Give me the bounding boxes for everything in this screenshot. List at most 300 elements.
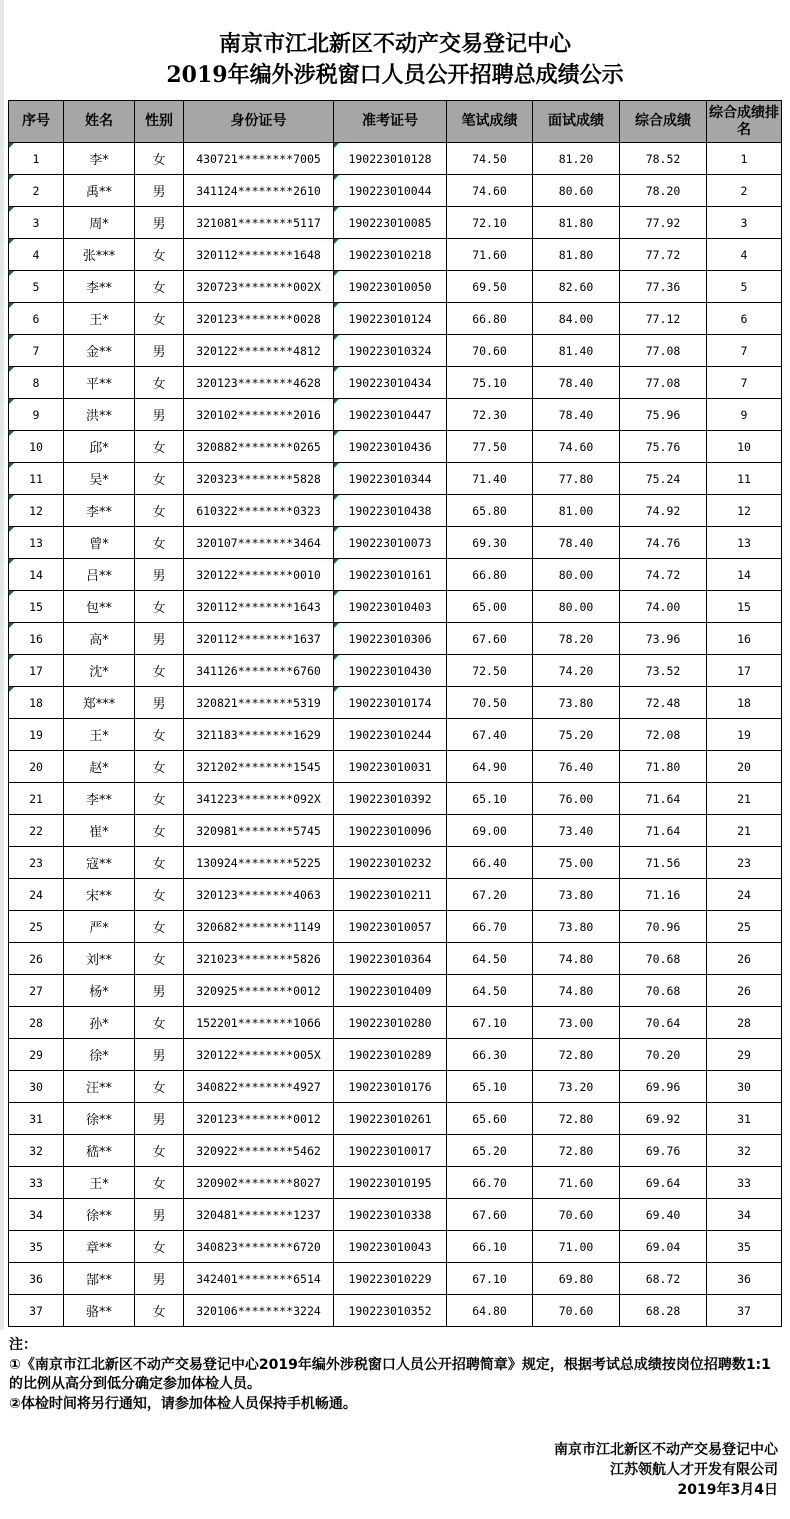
cell-name-text: 吕** bbox=[85, 569, 112, 584]
cell-no bbox=[9, 911, 64, 943]
cell-interview-text: 74.20 bbox=[558, 663, 594, 678]
cell-no-text: 13 bbox=[29, 535, 43, 550]
cell-rank bbox=[707, 239, 782, 271]
cell-rank-text: 21 bbox=[737, 823, 751, 838]
cell-name bbox=[64, 1071, 135, 1103]
cell-rank-text: 6 bbox=[740, 311, 748, 326]
cell-written-text: 64.50 bbox=[472, 983, 507, 998]
cell-interview bbox=[533, 367, 620, 399]
cell-no-text: 5 bbox=[32, 279, 40, 294]
cell-gender-text: 女 bbox=[152, 761, 166, 776]
cell-total bbox=[620, 1007, 707, 1039]
cell-exam-no bbox=[334, 655, 447, 687]
cell-total-text: 69.76 bbox=[645, 1143, 681, 1158]
cell-written-text: 65.60 bbox=[472, 1111, 507, 1126]
cell-written-text: 71.40 bbox=[472, 471, 507, 486]
cell-total-text: 69.04 bbox=[645, 1239, 681, 1254]
cell-interview-text: 78.40 bbox=[558, 535, 594, 550]
table-row bbox=[9, 1231, 782, 1263]
cell-total-text: 71.56 bbox=[645, 855, 681, 870]
cell-rank bbox=[707, 495, 782, 527]
cell-interview-text: 81.00 bbox=[558, 503, 594, 518]
cell-gender-text: 男 bbox=[152, 569, 166, 584]
table-body bbox=[9, 143, 782, 1327]
cell-written-text: 67.60 bbox=[472, 631, 507, 646]
cell-exam-no-text: 190223010352 bbox=[348, 1303, 432, 1318]
cell-total-text: 77.92 bbox=[645, 215, 681, 230]
cell-no bbox=[9, 175, 64, 207]
cell-no-text: 7 bbox=[32, 343, 40, 358]
cell-name-text: 李** bbox=[85, 793, 112, 808]
cell-total-text: 70.68 bbox=[645, 983, 681, 998]
cell-no-text: 15 bbox=[29, 599, 43, 614]
cell-rank bbox=[707, 175, 782, 207]
header-id: 身份证号 bbox=[184, 101, 334, 143]
text-number-flag-icon bbox=[9, 463, 14, 468]
cell-written-text: 65.20 bbox=[472, 1143, 507, 1158]
cell-gender bbox=[135, 687, 184, 719]
cell-total-text: 70.68 bbox=[645, 951, 681, 966]
table-row bbox=[9, 239, 782, 271]
cell-exam-no-text: 190223010403 bbox=[348, 599, 432, 614]
notes-label: 注： bbox=[9, 1337, 37, 1353]
cell-gender bbox=[135, 847, 184, 879]
cell-written bbox=[447, 687, 533, 719]
cell-name-text: 禹** bbox=[85, 185, 112, 200]
cell-id bbox=[184, 719, 334, 751]
cell-no bbox=[9, 687, 64, 719]
cell-total bbox=[620, 687, 707, 719]
cell-id bbox=[184, 1199, 334, 1231]
cell-id bbox=[184, 591, 334, 623]
text-number-flag-icon bbox=[9, 623, 14, 628]
cell-total-text: 70.64 bbox=[645, 1015, 681, 1030]
cell-interview-text: 72.80 bbox=[558, 1111, 594, 1126]
table-row bbox=[9, 783, 782, 815]
cell-name bbox=[64, 399, 135, 431]
text-number-flag-icon bbox=[9, 495, 14, 500]
header-gender: 性别 bbox=[135, 101, 184, 143]
cell-no-text: 6 bbox=[32, 311, 40, 326]
cell-interview bbox=[533, 335, 620, 367]
cell-no bbox=[9, 367, 64, 399]
cell-total-text: 78.20 bbox=[645, 183, 681, 198]
cell-no-text: 29 bbox=[29, 1047, 43, 1062]
cell-total-text: 71.16 bbox=[645, 887, 681, 902]
cell-rank-text: 20 bbox=[737, 759, 751, 774]
cell-rank-text: 32 bbox=[737, 1143, 751, 1158]
cell-total-text: 71.80 bbox=[645, 759, 681, 774]
cell-id bbox=[184, 175, 334, 207]
cell-rank bbox=[707, 1103, 782, 1135]
cell-name-text: 高* bbox=[89, 633, 109, 648]
cell-interview-text: 70.60 bbox=[558, 1303, 594, 1318]
cell-rank-text: 2 bbox=[740, 183, 748, 198]
cell-gender bbox=[135, 1263, 184, 1295]
cell-name bbox=[64, 719, 135, 751]
cell-name bbox=[64, 655, 135, 687]
cell-exam-no bbox=[334, 1167, 447, 1199]
cell-gender-text: 男 bbox=[152, 1049, 166, 1064]
left-edge-strip bbox=[0, 0, 4, 1330]
cell-gender-text: 男 bbox=[152, 1209, 166, 1224]
text-number-flag-icon bbox=[334, 655, 339, 660]
cell-id bbox=[184, 271, 334, 303]
cell-id-text: 320123********4628 bbox=[196, 375, 321, 390]
cell-name-text: 王* bbox=[89, 313, 109, 328]
cell-exam-no-text: 190223010043 bbox=[348, 1239, 432, 1254]
cell-id-text: 340823********6720 bbox=[196, 1239, 321, 1254]
table-row bbox=[9, 399, 782, 431]
cell-gender-text: 男 bbox=[152, 985, 166, 1000]
cell-no bbox=[9, 1199, 64, 1231]
cell-no-text: 25 bbox=[29, 919, 43, 934]
cell-exam-no-text: 190223010232 bbox=[348, 855, 432, 870]
cell-rank bbox=[707, 271, 782, 303]
cell-gender bbox=[135, 1135, 184, 1167]
cell-name bbox=[64, 271, 135, 303]
cell-rank-text: 31 bbox=[737, 1111, 751, 1126]
table-row bbox=[9, 303, 782, 335]
cell-name bbox=[64, 495, 135, 527]
cell-name-text: 曾* bbox=[89, 537, 109, 552]
cell-id bbox=[184, 943, 334, 975]
cell-name-text: 杨* bbox=[89, 985, 109, 1000]
cell-rank bbox=[707, 943, 782, 975]
header-written: 笔试成绩 bbox=[447, 101, 533, 143]
cell-total bbox=[620, 1135, 707, 1167]
cell-total-text: 72.48 bbox=[645, 695, 681, 710]
cell-total-text: 74.00 bbox=[645, 599, 681, 614]
cell-written-text: 69.50 bbox=[472, 279, 507, 294]
cell-gender-text: 女 bbox=[152, 793, 166, 808]
cell-written-text: 69.30 bbox=[472, 535, 507, 550]
cell-no-text: 24 bbox=[29, 887, 43, 902]
text-number-flag-icon bbox=[9, 143, 14, 148]
cell-total-text: 77.36 bbox=[645, 279, 681, 294]
cell-exam-no-text: 190223010229 bbox=[348, 1271, 432, 1286]
cell-name bbox=[64, 1295, 135, 1327]
cell-rank bbox=[707, 751, 782, 783]
cell-interview-text: 73.80 bbox=[558, 695, 594, 710]
cell-exam-no bbox=[334, 943, 447, 975]
cell-total-text: 77.72 bbox=[645, 247, 681, 262]
cell-no-text: 23 bbox=[29, 855, 43, 870]
page-title-line2: 2019年编外涉税窗口人员公开招聘总成绩公示 bbox=[166, 62, 624, 88]
cell-total bbox=[620, 1039, 707, 1071]
cell-total bbox=[620, 943, 707, 975]
cell-id-text: 320106********3224 bbox=[196, 1303, 321, 1318]
cell-total-text: 78.52 bbox=[645, 151, 681, 166]
cell-interview-text: 80.00 bbox=[558, 599, 594, 614]
cell-interview-text: 81.80 bbox=[558, 247, 594, 262]
cell-id bbox=[184, 783, 334, 815]
cell-rank-text: 3 bbox=[740, 215, 748, 230]
cell-id bbox=[184, 367, 334, 399]
cell-total bbox=[620, 335, 707, 367]
cell-no bbox=[9, 1103, 64, 1135]
cell-name-text: 章** bbox=[85, 1241, 112, 1256]
cell-rank-text: 24 bbox=[737, 887, 751, 902]
note-item-2: ②体检时间将另行通知，请参加体检人员保持手机畅通。 bbox=[9, 1395, 357, 1412]
cell-total bbox=[620, 879, 707, 911]
cell-written-text: 67.60 bbox=[472, 1207, 507, 1222]
cell-name bbox=[64, 943, 135, 975]
cell-rank bbox=[707, 1167, 782, 1199]
text-number-flag-icon bbox=[9, 335, 14, 340]
cell-gender bbox=[135, 271, 184, 303]
cell-exam-no bbox=[334, 687, 447, 719]
cell-total-text: 70.96 bbox=[645, 919, 681, 934]
cell-gender bbox=[135, 783, 184, 815]
cell-total-text: 75.24 bbox=[645, 471, 681, 486]
cell-no-text: 3 bbox=[32, 215, 40, 230]
cell-written-text: 66.80 bbox=[472, 311, 507, 326]
cell-exam-no bbox=[334, 1135, 447, 1167]
cell-rank bbox=[707, 623, 782, 655]
cell-rank bbox=[707, 1135, 782, 1167]
cell-no bbox=[9, 879, 64, 911]
cell-interview bbox=[533, 783, 620, 815]
cell-interview bbox=[533, 303, 620, 335]
cell-interview bbox=[533, 463, 620, 495]
cell-no-text: 34 bbox=[29, 1207, 43, 1222]
cell-name-text: 王* bbox=[89, 729, 109, 744]
cell-id bbox=[184, 1295, 334, 1327]
cell-total bbox=[620, 559, 707, 591]
text-number-flag-icon bbox=[9, 207, 14, 212]
cell-exam-no-text: 190223010017 bbox=[348, 1143, 432, 1158]
text-number-flag-icon bbox=[9, 367, 14, 372]
text-number-flag-icon bbox=[9, 239, 14, 244]
cell-gender bbox=[135, 143, 184, 175]
cell-total-text: 71.64 bbox=[645, 791, 681, 806]
header-exam-no: 准考证号 bbox=[334, 101, 447, 143]
cell-written-text: 65.10 bbox=[472, 1079, 507, 1094]
cell-name bbox=[64, 975, 135, 1007]
cell-id bbox=[184, 1263, 334, 1295]
cell-id bbox=[184, 463, 334, 495]
text-number-flag-icon bbox=[9, 271, 14, 276]
cell-id-text: 430721********7005 bbox=[196, 151, 321, 166]
cell-rank-text: 9 bbox=[740, 407, 748, 422]
cell-exam-no bbox=[334, 1103, 447, 1135]
text-number-flag-icon bbox=[334, 495, 339, 500]
cell-no bbox=[9, 207, 64, 239]
cell-name bbox=[64, 623, 135, 655]
cell-exam-no-text: 190223010447 bbox=[348, 407, 432, 422]
notes-section bbox=[9, 1336, 779, 1414]
cell-interview bbox=[533, 239, 620, 271]
cell-exam-no bbox=[334, 911, 447, 943]
cell-gender-text: 女 bbox=[152, 825, 166, 840]
cell-id-text: 610322********0323 bbox=[196, 503, 321, 518]
cell-interview-text: 70.60 bbox=[558, 1207, 594, 1222]
cell-interview bbox=[533, 879, 620, 911]
cell-name bbox=[64, 463, 135, 495]
cell-rank bbox=[707, 431, 782, 463]
text-number-flag-icon bbox=[334, 591, 339, 596]
cell-interview-text: 78.40 bbox=[558, 407, 594, 422]
cell-no-text: 28 bbox=[29, 1015, 43, 1030]
cell-name bbox=[64, 303, 135, 335]
cell-written bbox=[447, 559, 533, 591]
cell-no bbox=[9, 527, 64, 559]
cell-written-text: 65.80 bbox=[472, 503, 507, 518]
cell-rank bbox=[707, 815, 782, 847]
cell-total bbox=[620, 1199, 707, 1231]
cell-gender bbox=[135, 431, 184, 463]
cell-rank bbox=[707, 847, 782, 879]
cell-name-text: 孙* bbox=[89, 1017, 109, 1032]
cell-no-text: 36 bbox=[29, 1271, 43, 1286]
cell-rank bbox=[707, 1007, 782, 1039]
text-number-flag-icon bbox=[334, 175, 339, 180]
cell-total bbox=[620, 815, 707, 847]
cell-interview-text: 71.00 bbox=[558, 1239, 594, 1254]
cell-no-text: 8 bbox=[32, 375, 40, 390]
text-number-flag-icon bbox=[334, 207, 339, 212]
cell-total-text: 74.76 bbox=[645, 535, 681, 550]
cell-name-text: 沈* bbox=[89, 665, 109, 680]
footer-date: 2019年3月4日 bbox=[677, 1482, 778, 1498]
cell-gender bbox=[135, 175, 184, 207]
cell-no-text: 17 bbox=[29, 663, 43, 678]
cell-exam-no-text: 190223010195 bbox=[348, 1175, 432, 1190]
cell-gender bbox=[135, 463, 184, 495]
cell-interview-text: 69.80 bbox=[558, 1271, 594, 1286]
cell-name bbox=[64, 751, 135, 783]
cell-id-text: 320682********1149 bbox=[196, 919, 321, 934]
cell-interview bbox=[533, 1199, 620, 1231]
cell-interview-text: 73.00 bbox=[558, 1015, 594, 1030]
cell-no-text: 20 bbox=[29, 759, 43, 774]
cell-total-text: 69.64 bbox=[645, 1175, 681, 1190]
cell-written-text: 72.50 bbox=[472, 663, 507, 678]
cell-id bbox=[184, 143, 334, 175]
cell-rank bbox=[707, 591, 782, 623]
cell-no bbox=[9, 847, 64, 879]
cell-total bbox=[620, 463, 707, 495]
cell-exam-no-text: 190223010430 bbox=[348, 663, 432, 678]
cell-exam-no bbox=[334, 271, 447, 303]
cell-written bbox=[447, 911, 533, 943]
cell-name bbox=[64, 1039, 135, 1071]
cell-name-text: 平** bbox=[85, 377, 112, 392]
cell-written bbox=[447, 303, 533, 335]
cell-rank-text: 7 bbox=[740, 343, 748, 358]
cell-rank bbox=[707, 879, 782, 911]
cell-no-text: 18 bbox=[29, 695, 43, 710]
cell-rank-text: 14 bbox=[737, 567, 751, 582]
cell-id-text: 320723********002X bbox=[196, 279, 321, 294]
cell-gender bbox=[135, 1167, 184, 1199]
cell-written bbox=[447, 751, 533, 783]
text-number-flag-icon bbox=[9, 559, 14, 564]
cell-written bbox=[447, 975, 533, 1007]
results-table bbox=[8, 100, 782, 1327]
cell-rank bbox=[707, 1263, 782, 1295]
cell-id-text: 320821********5319 bbox=[196, 695, 321, 710]
cell-no bbox=[9, 975, 64, 1007]
cell-written bbox=[447, 623, 533, 655]
cell-name bbox=[64, 1103, 135, 1135]
cell-total bbox=[620, 1167, 707, 1199]
cell-exam-no-text: 190223010261 bbox=[348, 1111, 432, 1126]
cell-name bbox=[64, 1167, 135, 1199]
table-row bbox=[9, 623, 782, 655]
cell-interview bbox=[533, 847, 620, 879]
cell-rank bbox=[707, 207, 782, 239]
cell-no bbox=[9, 431, 64, 463]
cell-gender bbox=[135, 399, 184, 431]
cell-exam-no bbox=[334, 719, 447, 751]
cell-gender-text: 女 bbox=[152, 953, 166, 968]
cell-interview bbox=[533, 1167, 620, 1199]
cell-no-text: 16 bbox=[29, 631, 43, 646]
cell-id bbox=[184, 559, 334, 591]
cell-rank-text: 15 bbox=[737, 599, 751, 614]
text-number-flag-icon bbox=[9, 303, 14, 308]
cell-rank-text: 29 bbox=[737, 1047, 751, 1062]
cell-written-text: 67.10 bbox=[472, 1015, 507, 1030]
cell-written bbox=[447, 943, 533, 975]
cell-rank bbox=[707, 527, 782, 559]
table-row bbox=[9, 687, 782, 719]
cell-id bbox=[184, 399, 334, 431]
cell-interview bbox=[533, 751, 620, 783]
cell-id bbox=[184, 1231, 334, 1263]
cell-written-text: 64.90 bbox=[472, 759, 507, 774]
cell-rank bbox=[707, 1231, 782, 1263]
cell-no bbox=[9, 1263, 64, 1295]
cell-total bbox=[620, 431, 707, 463]
text-number-flag-icon bbox=[9, 399, 14, 404]
cell-gender bbox=[135, 559, 184, 591]
cell-gender-text: 男 bbox=[152, 1273, 166, 1288]
cell-interview-text: 78.40 bbox=[558, 375, 594, 390]
cell-interview-text: 75.20 bbox=[558, 727, 594, 742]
cell-written bbox=[447, 431, 533, 463]
cell-gender-text: 女 bbox=[152, 921, 166, 936]
cell-gender-text: 女 bbox=[152, 889, 166, 904]
cell-total bbox=[620, 143, 707, 175]
cell-no-text: 30 bbox=[29, 1079, 43, 1094]
cell-exam-no-text: 190223010289 bbox=[348, 1047, 432, 1062]
cell-name bbox=[64, 847, 135, 879]
cell-name-text: 张*** bbox=[82, 249, 116, 264]
cell-interview-text: 75.00 bbox=[558, 855, 594, 870]
cell-interview-text: 74.60 bbox=[558, 439, 594, 454]
cell-exam-no bbox=[334, 1199, 447, 1231]
cell-written bbox=[447, 335, 533, 367]
cell-total bbox=[620, 271, 707, 303]
cell-id bbox=[184, 847, 334, 879]
cell-written bbox=[447, 207, 533, 239]
cell-id-text: 320107********3464 bbox=[196, 535, 321, 550]
cell-rank-text: 13 bbox=[737, 535, 751, 550]
cell-id-text: 320122********4812 bbox=[196, 343, 321, 358]
cell-written-text: 77.50 bbox=[472, 439, 507, 454]
text-number-flag-icon bbox=[9, 431, 14, 436]
cell-gender bbox=[135, 719, 184, 751]
cell-name-text: 洪** bbox=[85, 409, 112, 424]
cell-written bbox=[447, 399, 533, 431]
cell-no bbox=[9, 1231, 64, 1263]
cell-interview-text: 77.80 bbox=[558, 471, 594, 486]
cell-exam-no-text: 190223010057 bbox=[348, 919, 432, 934]
cell-gender-text: 女 bbox=[152, 601, 166, 616]
